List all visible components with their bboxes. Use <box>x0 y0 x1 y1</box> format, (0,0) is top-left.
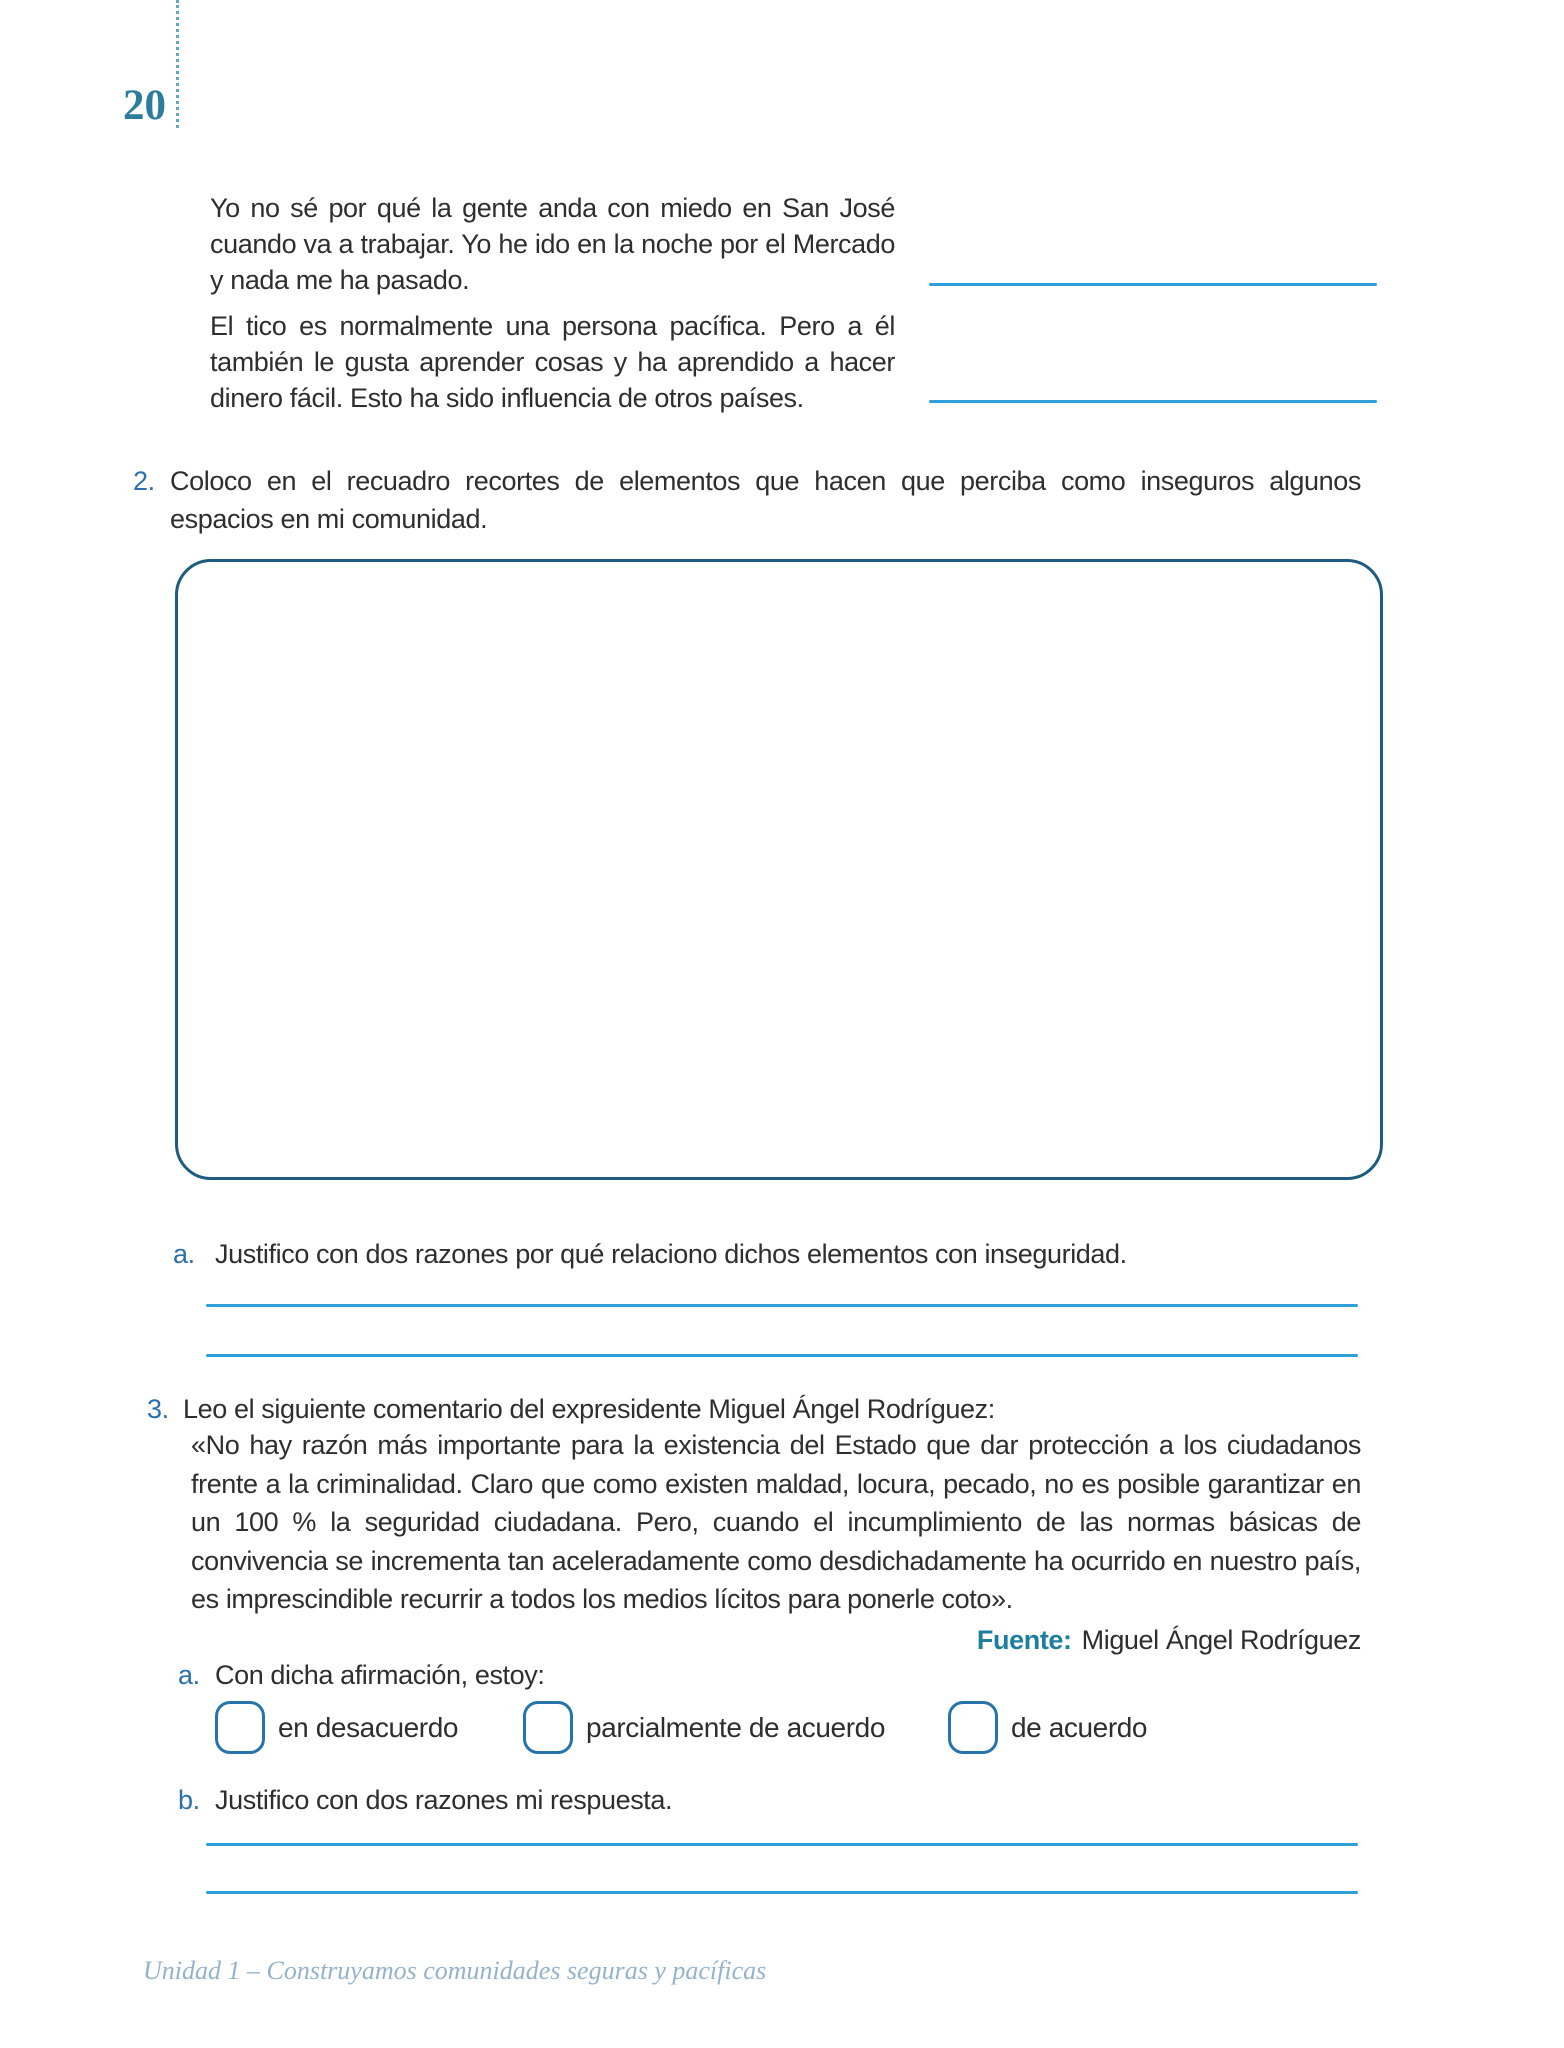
checkbox-parcialmente-de-acuerdo[interactable] <box>523 1701 573 1754</box>
option-label: de acuerdo <box>1011 1712 1148 1743</box>
source-name: Miguel Ángel Rodríguez <box>1081 1625 1361 1655</box>
item-3b-letter: b. <box>178 1785 200 1815</box>
answer-line[interactable] <box>206 1891 1358 1894</box>
item-3b-text: Justifico con dos razones mi respuesta. <box>215 1785 673 1815</box>
answer-line[interactable] <box>929 283 1377 286</box>
reading-paragraph-1: Yo no sé por qué la gente anda con miedo en San José cuando va a trabajar. Yo he ido en la noche por el Mercado y nada me ha pasado. <box>210 193 895 295</box>
item-2a-letter: a. <box>173 1239 195 1269</box>
answer-line[interactable] <box>206 1354 1358 1357</box>
checkbox-en-desacuerdo[interactable] <box>215 1701 265 1754</box>
option-label: parcialmente de acuerdo <box>586 1712 885 1743</box>
item-2 <box>133 462 1361 538</box>
item-3a-letter: a. <box>178 1660 200 1690</box>
answer-line[interactable] <box>929 400 1377 403</box>
page-number: 20 <box>123 82 166 129</box>
item-3-number: 3. <box>147 1394 169 1424</box>
source-label: Fuente: <box>976 1625 1072 1655</box>
agreement-options <box>0 1701 1564 1754</box>
checkbox-de-acuerdo[interactable] <box>948 1701 998 1754</box>
item-3a-text: Con dicha afirmación, estoy: <box>215 1660 545 1690</box>
footer-unit-title: Unidad 1 – Construyamos comunidades seguras y pacíficas <box>143 1956 767 1985</box>
reading-paragraph-2: El tico es normalmente una persona pacífica. Pero a él también le gusta aprender cosas y ha aprendido a hacer dinero fácil. Esto ha sido influencia de otros países. <box>210 311 895 413</box>
option-en-desacuerdo <box>215 1701 458 1754</box>
answer-line[interactable] <box>206 1843 1358 1846</box>
reading-passage <box>210 190 895 416</box>
item-3b <box>178 1783 1358 1817</box>
answer-line[interactable] <box>206 1304 1358 1307</box>
item-2a-text: Justifico con dos razones por qué relaciono dichos elementos con inseguridad. <box>215 1239 1127 1269</box>
option-parcialmente-de-acuerdo <box>523 1701 885 1754</box>
source-line <box>361 1624 1361 1656</box>
item-2-number: 2. <box>133 466 155 496</box>
option-label: en desacuerdo <box>278 1712 459 1743</box>
dotted-rule <box>176 0 179 128</box>
quote-paragraph: «No hay razón más importante para la existencia del Estado que dar protección a los ciudadanos frente a la criminalidad. Claro que como existen maldad, locura, pecado, no es posible garantizar en un 100 % la seguridad ciudadana. Pero, cuando el incumplimiento de las normas básicas de convivencia se incrementa tan aceleradamente como desdichadamente ha ocurrido en nuestro país, es imprescindible recurrir a todos los medios lícitos para ponerle coto». <box>191 1430 1361 1614</box>
item-3a <box>178 1658 1358 1692</box>
item-2-text: Coloco en el recuadro recortes de elementos que hacen que perciba como inseguros algunos espacios en mi comunidad. <box>170 466 1361 534</box>
option-de-acuerdo <box>948 1701 1147 1754</box>
item-2a <box>173 1237 1361 1271</box>
item-3 <box>147 1390 1361 1428</box>
collage-box[interactable] <box>175 559 1383 1180</box>
item-3-text: Leo el siguiente comentario del expresidente Miguel Ángel Rodríguez: <box>183 1394 995 1424</box>
